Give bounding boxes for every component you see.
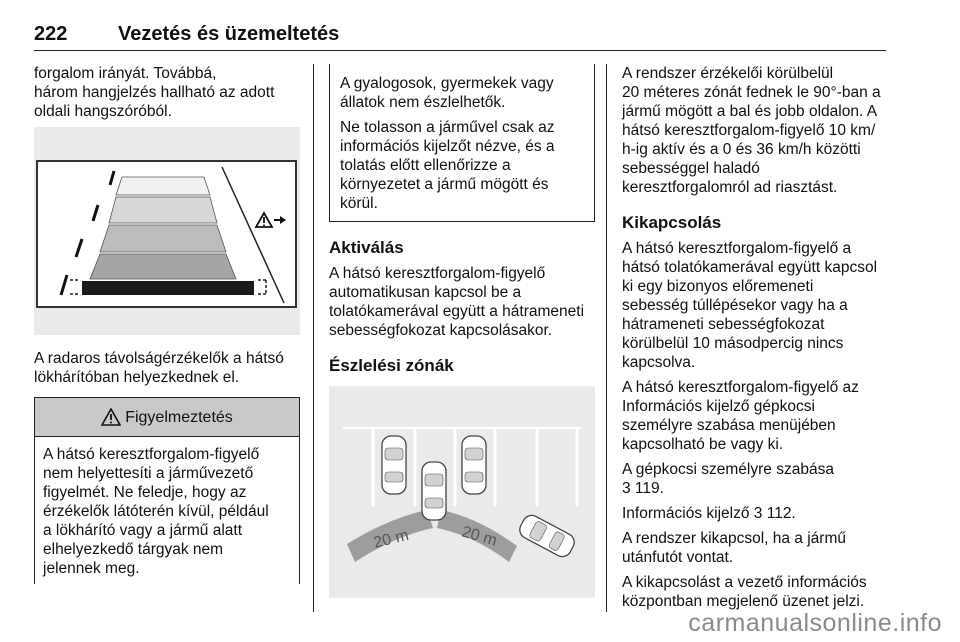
camera-display-figure	[34, 127, 300, 335]
column-divider	[606, 64, 607, 612]
paragraph	[622, 378, 888, 454]
paragraph	[622, 573, 888, 611]
warning-header	[35, 397, 299, 437]
text-line: figyelmét. Ne feledje, hogy az	[43, 484, 247, 501]
column-middle	[329, 64, 595, 598]
text-line: Ne tolasson a járművel csak az	[340, 119, 555, 136]
text-line: körülbelül 10 másodpercig nincs	[622, 335, 844, 352]
text-line: kapcsolható be vagy ki.	[622, 436, 784, 453]
paragraph	[622, 504, 888, 523]
text-line: érzékelők látóterén kívül, például	[43, 503, 269, 520]
text-line: lökhárítóban helyezkednek el.	[34, 369, 240, 386]
text-line: tolatás előtt ellenőrizze a	[340, 157, 511, 174]
paragraph	[329, 264, 595, 340]
paragraph	[34, 349, 300, 387]
text-line: személyre szabása menüjében	[622, 417, 836, 434]
text-line: A rendszer kikapcsol, ha a jármű	[622, 530, 846, 547]
text-line: a lökhárító vagy a jármű alatt	[43, 522, 243, 539]
text-line: A hátsó keresztforgalom-figyelő	[329, 265, 546, 282]
text-line: tolatókamerával együtt a hátrameneti	[329, 303, 585, 320]
paragraph	[622, 460, 888, 498]
text-line: információs kijelzőt nézve, és a	[340, 138, 555, 155]
text-line: hátsó keresztforgalom-figyelő 10 km/	[622, 122, 876, 139]
text-line: automatikusan kapcsol be a	[329, 284, 522, 301]
page-reference-link[interactable]: 3 119.	[622, 480, 664, 497]
page-number: 222	[34, 23, 68, 45]
warning-triangle-icon	[101, 408, 121, 426]
text-line: A gépkocsi személyre szabása	[622, 461, 834, 478]
warning-continuation-box	[329, 64, 595, 222]
text-line: elhelyezkedő tárgyak nem	[43, 541, 224, 558]
text-line: állatok nem észlelhetők.	[340, 94, 506, 111]
text-line: sebességgel haladó	[622, 160, 760, 177]
chapter-title: Vezetés és üzemeltetés	[118, 23, 340, 45]
zone-label-right: 20 m	[459, 523, 499, 550]
text-line: hátsó tolatókamerával együtt kapcsol	[622, 259, 878, 276]
page-reference-link[interactable]: Információs kijelző 3 112.	[622, 505, 796, 522]
section-heading-detection-zones: Észlelési zónák	[329, 356, 454, 375]
text-line: sebességfokozat kapcsolásakor.	[329, 322, 553, 339]
text-line: sebesség túllépésekor vagy ha a	[622, 297, 848, 314]
paragraph	[34, 64, 300, 121]
column-right	[622, 64, 888, 617]
text-line: hátrameneti sebességfokozat	[622, 316, 825, 333]
zone-label-left: 20 m	[371, 526, 411, 552]
text-line: A radaros távolságérzékelők a hátsó	[34, 350, 284, 367]
text-line: keresztforgalomról ad riasztást.	[622, 179, 838, 196]
text-line: körül.	[340, 195, 378, 212]
text-line: központban megjelenő üzenet jelzi.	[622, 593, 865, 610]
text-line: kapcsolva.	[622, 354, 696, 371]
text-line: Információs kijelző gépkocsi	[622, 398, 815, 415]
text-line: ki egy bizonyos előremeneti	[622, 278, 814, 295]
text-line: utánfutót vontat.	[622, 549, 734, 566]
column-left	[34, 64, 300, 584]
text-line: A hátsó keresztforgalom-figyelő a	[622, 240, 852, 257]
paragraph	[340, 74, 584, 112]
detection-zones-figure	[329, 386, 595, 598]
rear-camera-guideline-illustration	[34, 127, 300, 335]
text-line: három hangjelzés hallható az adott	[34, 84, 275, 101]
text-line: A rendszer érzékelői körülbelül	[622, 65, 834, 82]
paragraph	[622, 64, 888, 197]
text-line: jelennek meg.	[43, 560, 140, 577]
warning-box	[34, 397, 300, 584]
text-line: jármű mögött a bal és jobb oldalon. A	[622, 103, 878, 120]
column-divider	[313, 64, 314, 612]
text-line: nem helyettesíti a járművezető	[43, 465, 254, 482]
text-line: forgalom irányát. Továbbá,	[34, 65, 217, 82]
paragraph	[622, 529, 888, 567]
text-line: 20 méteres zónát fednek le 90°-ban a	[622, 84, 881, 101]
text-line: környezetet a jármű mögött és	[340, 176, 549, 193]
paragraph	[340, 118, 584, 213]
section-heading-activation: Aktiválás	[329, 238, 404, 257]
warning-title: Figyelmeztetés	[125, 408, 233, 426]
detection-zones-illustration	[329, 386, 595, 598]
warning-text	[35, 437, 299, 584]
text-line: h-ig aktív és a 0 és 36 km/h közötti	[622, 141, 861, 158]
text-line: A gyalogosok, gyermekek vagy	[340, 75, 554, 92]
text-line: A kikapcsolást a vezető információs	[622, 574, 867, 591]
text-line: oldali hangszóróból.	[34, 103, 172, 120]
text-line: A hátsó keresztforgalom-figyelő az	[622, 379, 859, 396]
paragraph	[622, 239, 888, 372]
page-header	[34, 20, 886, 51]
section-heading-deactivation: Kikapcsolás	[622, 213, 722, 232]
text-line: A hátsó keresztforgalom-figyelő	[43, 446, 260, 463]
watermark: carmanualsonline.info	[688, 609, 942, 637]
